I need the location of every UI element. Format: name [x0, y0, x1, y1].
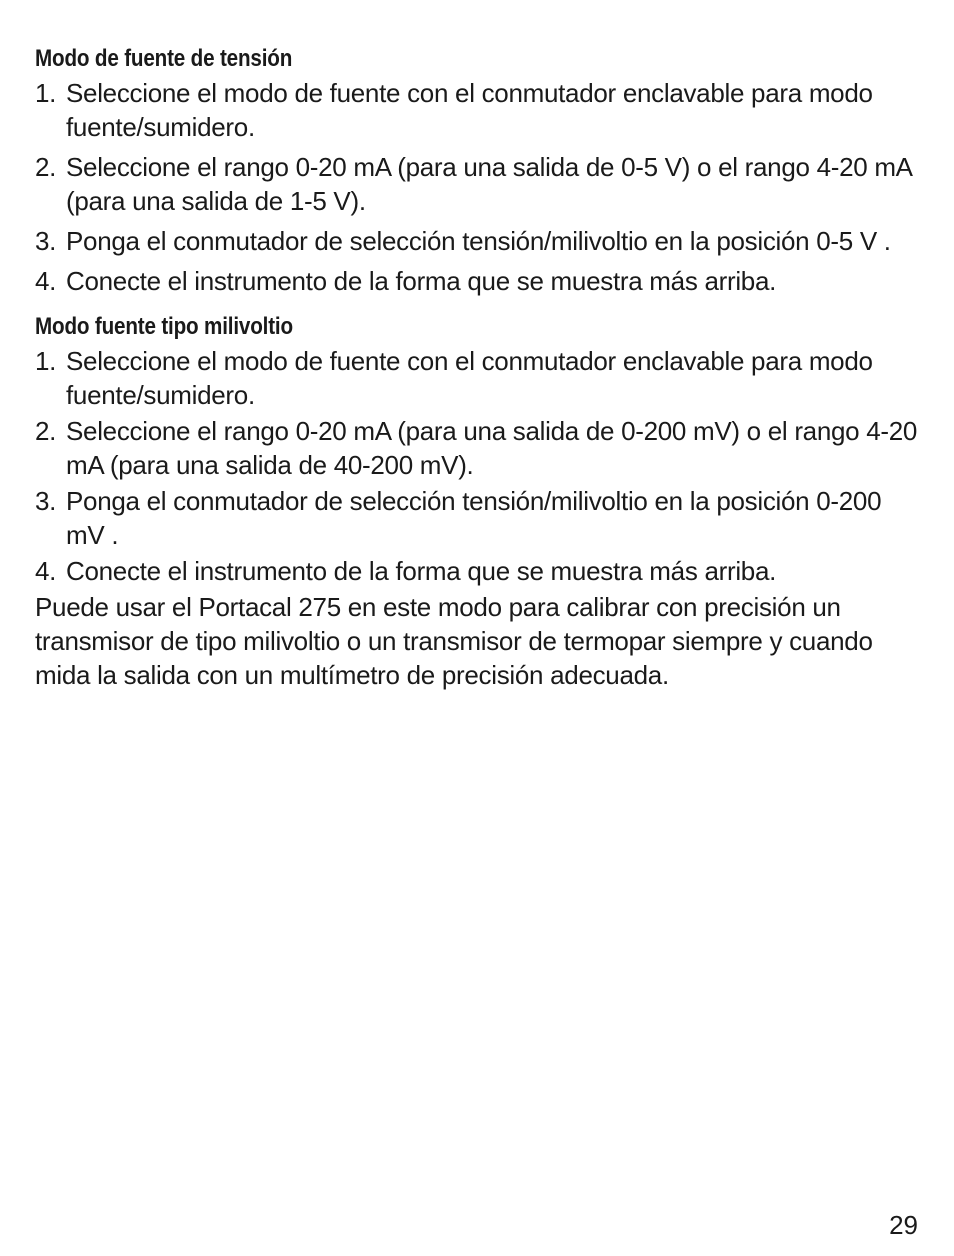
- steps-list: [35, 76, 920, 298]
- list-item: [35, 554, 920, 588]
- step-number: 3.: [35, 226, 57, 256]
- step-text: Seleccione el rango 0-20 mA (para una salida de 0-5 V) o el rango 4-20 mA (para una salida de 1-5 V).: [66, 152, 912, 216]
- list-item: [35, 150, 920, 218]
- millivolt-source-mode-section: [35, 310, 920, 692]
- steps-list: [35, 344, 920, 588]
- step-text: Seleccione el rango 0-20 mA (para una salida de 0-200 mV) o el rango 4-20 mA (para una salida de 40-200 mV).: [66, 416, 918, 480]
- step-text: Ponga el conmutador de selección tensión/milivoltio en la posición 0-200 mV .: [66, 486, 882, 550]
- step-number: 4.: [35, 266, 57, 296]
- step-number: 4.: [35, 556, 57, 586]
- step-text: Conecte el instrumento de la forma que se muestra más arriba.: [66, 266, 777, 296]
- body-paragraph: Puede usar el Portacal 275 en este modo para calibrar con precisión un transmisor de tipo milivoltio o un transmisor de termopar siempre y cuando mida la salida con un multímetro de precisión adecuada.: [35, 592, 873, 690]
- step-number: 1.: [35, 346, 57, 376]
- list-item: [35, 414, 920, 482]
- step-text: Seleccione el modo de fuente con el conmutador enclavable para modo fuente/sumidero.: [66, 78, 873, 142]
- document-page: [35, 42, 920, 692]
- section-heading: Modo fuente tipo milivoltio: [35, 313, 293, 340]
- list-item: [35, 344, 920, 412]
- step-number: 1.: [35, 78, 57, 108]
- list-item: [35, 264, 920, 298]
- step-number: 2.: [35, 152, 57, 182]
- step-text: Ponga el conmutador de selección tensión/milivoltio en la posición 0-5 V .: [66, 226, 891, 256]
- list-item: [35, 224, 920, 258]
- list-item: [35, 76, 920, 144]
- voltage-source-mode-section: [35, 42, 920, 298]
- list-item: [35, 484, 920, 552]
- step-text: Seleccione el modo de fuente con el conmutador enclavable para modo fuente/sumidero.: [66, 346, 873, 410]
- section-heading: Modo de fuente de tensión: [35, 45, 293, 72]
- page-number: 29: [889, 1210, 918, 1240]
- step-text: Conecte el instrumento de la forma que se muestra más arriba.: [66, 556, 777, 586]
- step-number: 2.: [35, 416, 57, 446]
- step-number: 3.: [35, 486, 57, 516]
